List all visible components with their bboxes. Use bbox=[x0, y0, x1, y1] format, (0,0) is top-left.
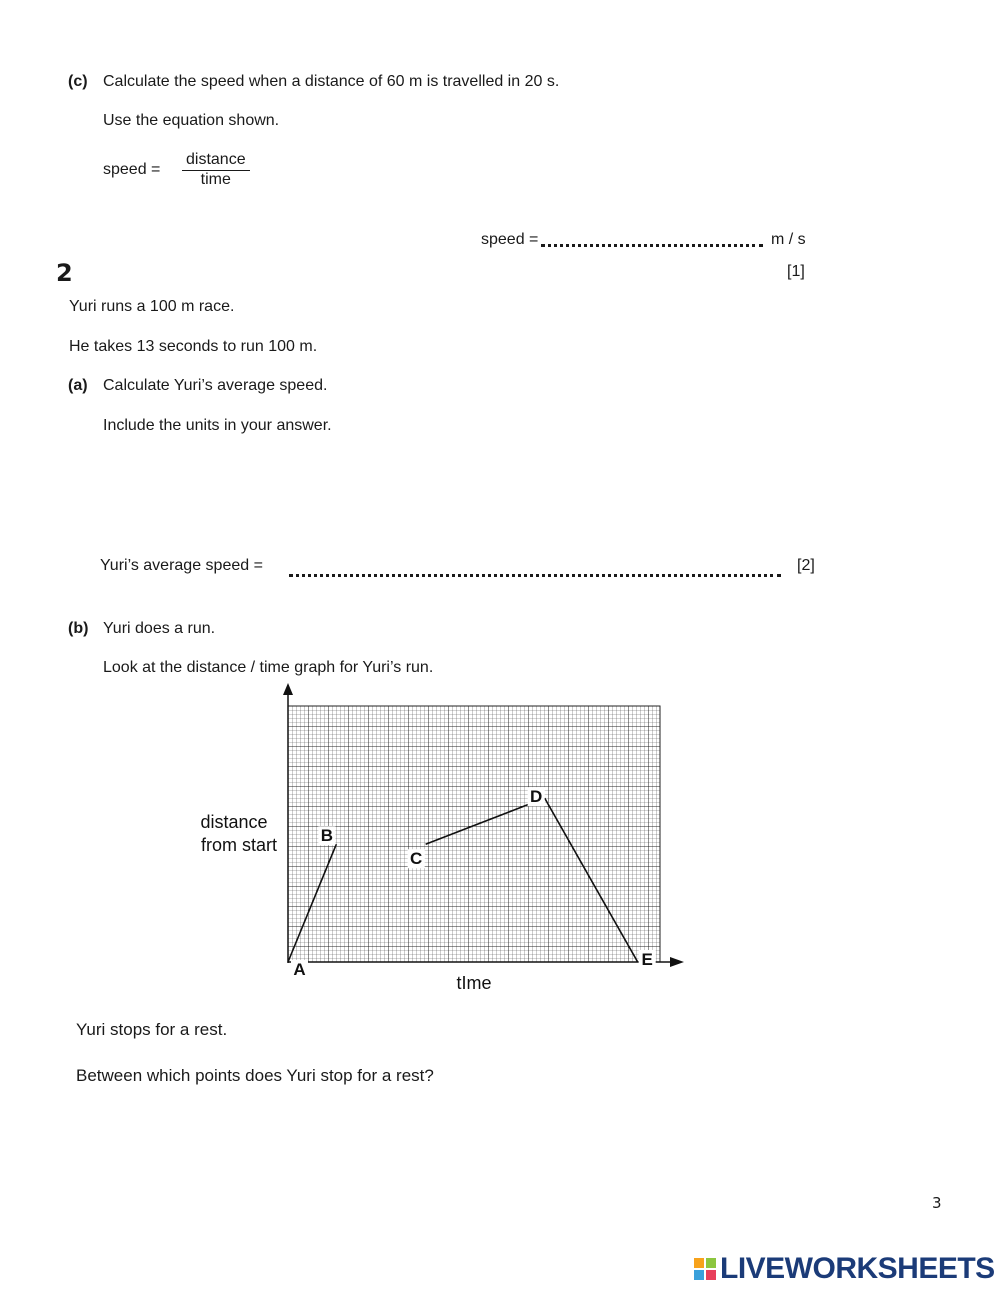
page-number: 3 bbox=[932, 1194, 942, 1212]
part-c-answer-label: speed = bbox=[481, 231, 539, 248]
y-axis-arrow bbox=[283, 683, 293, 695]
graph-point-b bbox=[318, 826, 335, 845]
question-intro-2: He takes 13 seconds to run 100 m. bbox=[69, 338, 318, 355]
graph-point-d bbox=[528, 787, 545, 806]
part-a-marks: [2] bbox=[797, 557, 815, 574]
part-c-marks: [1] bbox=[787, 263, 805, 280]
logo-icon bbox=[694, 1258, 716, 1280]
x-axis-arrow bbox=[670, 957, 684, 967]
graph-point-e bbox=[639, 950, 656, 969]
logo-square bbox=[706, 1258, 716, 1268]
part-c-answer-line[interactable] bbox=[541, 244, 763, 247]
equation-numerator: distance bbox=[182, 150, 250, 171]
question-number: 2 bbox=[56, 259, 73, 287]
point-label-d: D bbox=[530, 787, 543, 807]
part-b-label: (b) bbox=[68, 620, 89, 637]
part-b-instruction: Look at the distance / time graph for Yuri’s run. bbox=[103, 659, 434, 676]
point-label-e: E bbox=[641, 950, 653, 969]
point-label-a: A bbox=[293, 960, 306, 979]
logo-square bbox=[694, 1258, 704, 1268]
part-b-prompt: Between which points does Yuri stop for a rest? bbox=[76, 1066, 434, 1085]
equation-lhs: speed = bbox=[103, 161, 161, 178]
graph-point-a bbox=[291, 960, 308, 979]
logo-square bbox=[706, 1270, 716, 1280]
part-c-question: Calculate the speed when a distance of 60 m is travelled in 20 s. bbox=[103, 73, 560, 90]
graph-point-c bbox=[408, 849, 425, 868]
liveworksheets-logo[interactable] bbox=[694, 1252, 995, 1286]
part-c-instruction: Use the equation shown. bbox=[103, 112, 280, 129]
point-label-c: C bbox=[409, 849, 423, 869]
y-axis-label-line-1: distance bbox=[200, 812, 268, 832]
part-b-question: Yuri does a run. bbox=[103, 620, 216, 637]
distance-time-graph bbox=[180, 675, 700, 1005]
equation-denominator: time bbox=[200, 171, 231, 188]
part-a-question: Calculate Yuri’s average speed. bbox=[103, 377, 328, 394]
part-c-answer-unit: m / s bbox=[771, 231, 806, 248]
part-c-label: (c) bbox=[68, 73, 88, 90]
part-a-instruction: Include the units in your answer. bbox=[103, 417, 332, 434]
part-a-answer-label: Yuri’s average speed = bbox=[100, 557, 263, 574]
part-b-statement: Yuri stops for a rest. bbox=[76, 1020, 228, 1039]
logo-square bbox=[694, 1270, 704, 1280]
logo-text: LIVEWORKSHEETS bbox=[720, 1252, 995, 1285]
x-axis-label: tIme bbox=[456, 973, 492, 993]
point-label-b: B bbox=[320, 826, 334, 846]
y-axis-label-line-2: from start bbox=[200, 835, 278, 855]
part-a-answer-line[interactable] bbox=[289, 574, 781, 577]
question-intro-1: Yuri runs a 100 m race. bbox=[69, 298, 235, 315]
speed-equation-fraction bbox=[182, 150, 250, 189]
part-a-label: (a) bbox=[68, 377, 88, 394]
